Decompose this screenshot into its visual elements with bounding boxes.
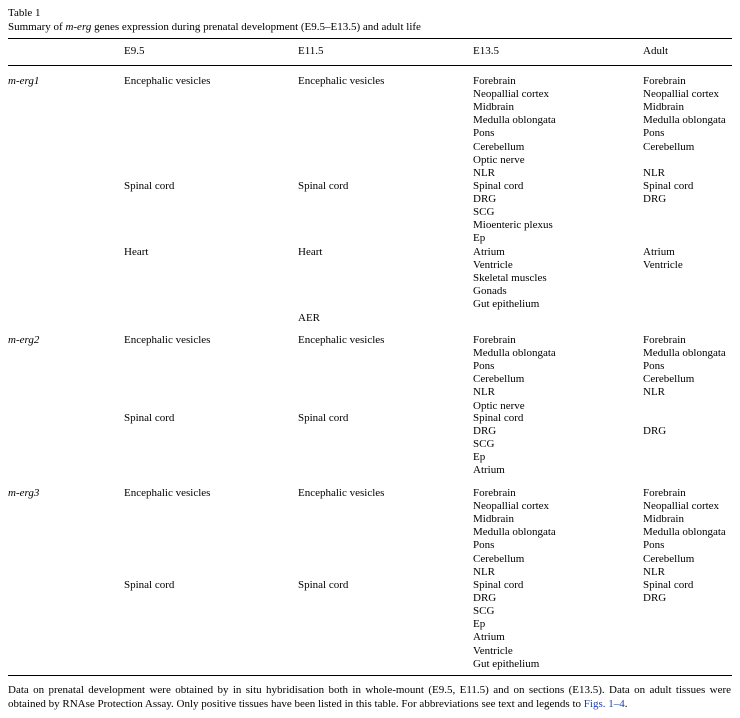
table-title-pre: Summary of — [8, 20, 66, 33]
column-header-adult: Adult — [643, 45, 669, 57]
cell-adult: DRG — [643, 425, 667, 438]
table-label: Table 1 — [8, 7, 41, 19]
cell-adult: Cerebellum — [643, 552, 695, 565]
cell-e13-5: Skeletal muscles — [473, 272, 547, 285]
cell-e13-5: Spinal cord — [473, 180, 524, 192]
cell-e9-5: Spinal cord — [124, 180, 175, 192]
cell-e13-5: Ep — [473, 451, 486, 464]
cell-e13-5: Gut epithelium — [473, 657, 540, 670]
cell-adult: Neopallial cortex — [643, 88, 720, 101]
cell-e13-5: DRG — [473, 592, 497, 605]
cell-e13-5: Medulla oblongata — [473, 526, 556, 539]
cell-adult: Pons — [643, 127, 665, 140]
header-rule — [8, 65, 732, 66]
cell-e13-5: SCG — [473, 438, 495, 451]
cell-e13-5: Atrium — [473, 631, 505, 644]
cell-adult: Cerebellum — [643, 140, 695, 153]
cell-e13-5: Ep — [473, 232, 486, 245]
cell-e13-5: SCG — [473, 605, 495, 618]
cell-e13-5: Cerebellum — [473, 140, 525, 153]
cell-adult: Forebrain — [643, 487, 686, 499]
cell-e13-5: Optic nerve — [473, 153, 525, 166]
cell-e11-5: AER — [298, 312, 320, 324]
cell-e13-5: Spinal cord — [473, 412, 524, 424]
bottom-rule — [8, 675, 732, 676]
cell-e13-5: NLR — [473, 565, 495, 578]
cell-e9-5: Encephalic vesicles — [124, 487, 211, 499]
cell-adult: Pons — [643, 360, 665, 373]
table-caption — [8, 7, 732, 34]
cell-e9-5: Spinal cord — [124, 412, 175, 424]
cell-e13-5: Midbrain — [473, 101, 514, 114]
cell-e13-5: Spinal cord — [473, 579, 524, 591]
column-header-e11-5: E11.5 — [298, 45, 324, 57]
cell-e13-5: Atrium — [473, 464, 505, 477]
cell-e11-5: Encephalic vesicles — [298, 487, 385, 499]
cell-adult: Medulla oblongata — [643, 114, 726, 127]
cell-e13-5: SCG — [473, 206, 495, 219]
cell-adult: Spinal cord — [643, 180, 694, 192]
cell-adult: DRG — [643, 592, 667, 605]
cell-e9-5: Encephalic vesicles — [124, 334, 211, 346]
cell-adult: NLR — [643, 565, 665, 578]
cell-e13-5: NLR — [473, 386, 495, 399]
cell-adult: Neopallial cortex — [643, 500, 720, 513]
cell-e13-5: Ventricle — [473, 259, 513, 272]
cell-e11-5: Spinal cord — [298, 579, 349, 591]
column-header-e13-5: E13.5 — [473, 45, 499, 57]
cell-e13-5: Pons — [473, 127, 495, 140]
cell-e13-5: Cerebellum — [473, 552, 525, 565]
cell-e13-5: DRG — [473, 193, 497, 206]
cell-e11-5: Heart — [298, 246, 323, 258]
table-footnote — [8, 683, 731, 711]
gene-name: m-erg2 — [8, 334, 40, 346]
cell-adult: Forebrain — [643, 75, 686, 87]
cell-e13-5: Pons — [473, 360, 495, 373]
cell-adult: Midbrain — [643, 101, 684, 114]
gene-name: m-erg3 — [8, 487, 40, 499]
cell-e13-5: Ventricle — [473, 644, 513, 657]
cell-adult: Pons — [643, 539, 665, 552]
cell-e13-5: Cerebellum — [473, 373, 525, 386]
figures-link[interactable]: Figs. 1–4 — [583, 698, 625, 710]
gene-name: m-erg1 — [8, 75, 40, 87]
cell-e13-5: Optic nerve — [473, 399, 525, 412]
cell-e13-5: Medulla oblongata — [473, 347, 556, 360]
cell-adult: Ventricle — [643, 259, 683, 272]
cell-adult: DRG — [643, 193, 667, 206]
cell-adult: Cerebellum — [643, 373, 695, 386]
cell-e13-5: Midbrain — [473, 513, 514, 526]
footnote-end: . — [624, 698, 628, 710]
cell-e11-5: Encephalic vesicles — [298, 334, 385, 346]
cell-adult: Medulla oblongata — [643, 347, 726, 360]
cell-adult: NLR — [643, 166, 665, 179]
cell-e9-5: Encephalic vesicles — [124, 75, 211, 87]
cell-e13-5: Forebrain — [473, 75, 516, 87]
column-header-e9-5: E9.5 — [124, 45, 145, 57]
cell-e13-5: Mioenteric plexus — [473, 219, 553, 232]
cell-adult: Midbrain — [643, 513, 684, 526]
cell-e13-5: Gut epithelium — [473, 298, 540, 311]
cell-e13-5: Neopallial cortex — [473, 500, 550, 513]
cell-e13-5: Pons — [473, 539, 495, 552]
cell-e13-5: Ep — [473, 618, 486, 631]
cell-e11-5: Spinal cord — [298, 412, 349, 424]
cell-adult: Atrium — [643, 246, 675, 258]
cell-e13-5: Gonads — [473, 285, 507, 298]
cell-adult: Spinal cord — [643, 579, 694, 591]
table-title-gene: m-erg — [65, 20, 92, 33]
cell-e13-5: Forebrain — [473, 334, 516, 346]
footnote-text: Data on prenatal development were obtained by in situ hybridisation both in whole-mount (E9.5, E11.5) and on sections (E13.5). Data on adult tissues were obtained by RNAse Protection Assay. Only positive tissues have been listed in this table. For abbreviations see text and legends to — [8, 684, 731, 710]
cell-e11-5: Encephalic vesicles — [298, 75, 385, 87]
cell-e13-5: Neopallial cortex — [473, 88, 550, 101]
cell-e9-5: Spinal cord — [124, 579, 175, 591]
cell-adult: NLR — [643, 386, 665, 399]
cell-adult: Medulla oblongata — [643, 526, 726, 539]
table-title-post: genes expression during prenatal development (E9.5–E13.5) and adult life — [91, 20, 421, 33]
cell-adult: Forebrain — [643, 334, 686, 346]
cell-e9-5: Heart — [124, 246, 149, 258]
top-rule — [8, 38, 732, 39]
table-title — [8, 21, 732, 35]
cell-e13-5: DRG — [473, 425, 497, 438]
cell-e13-5: NLR — [473, 166, 495, 179]
cell-e11-5: Spinal cord — [298, 180, 349, 192]
cell-e13-5: Forebrain — [473, 487, 516, 499]
cell-e13-5: Medulla oblongata — [473, 114, 556, 127]
cell-e13-5: Atrium — [473, 246, 505, 258]
